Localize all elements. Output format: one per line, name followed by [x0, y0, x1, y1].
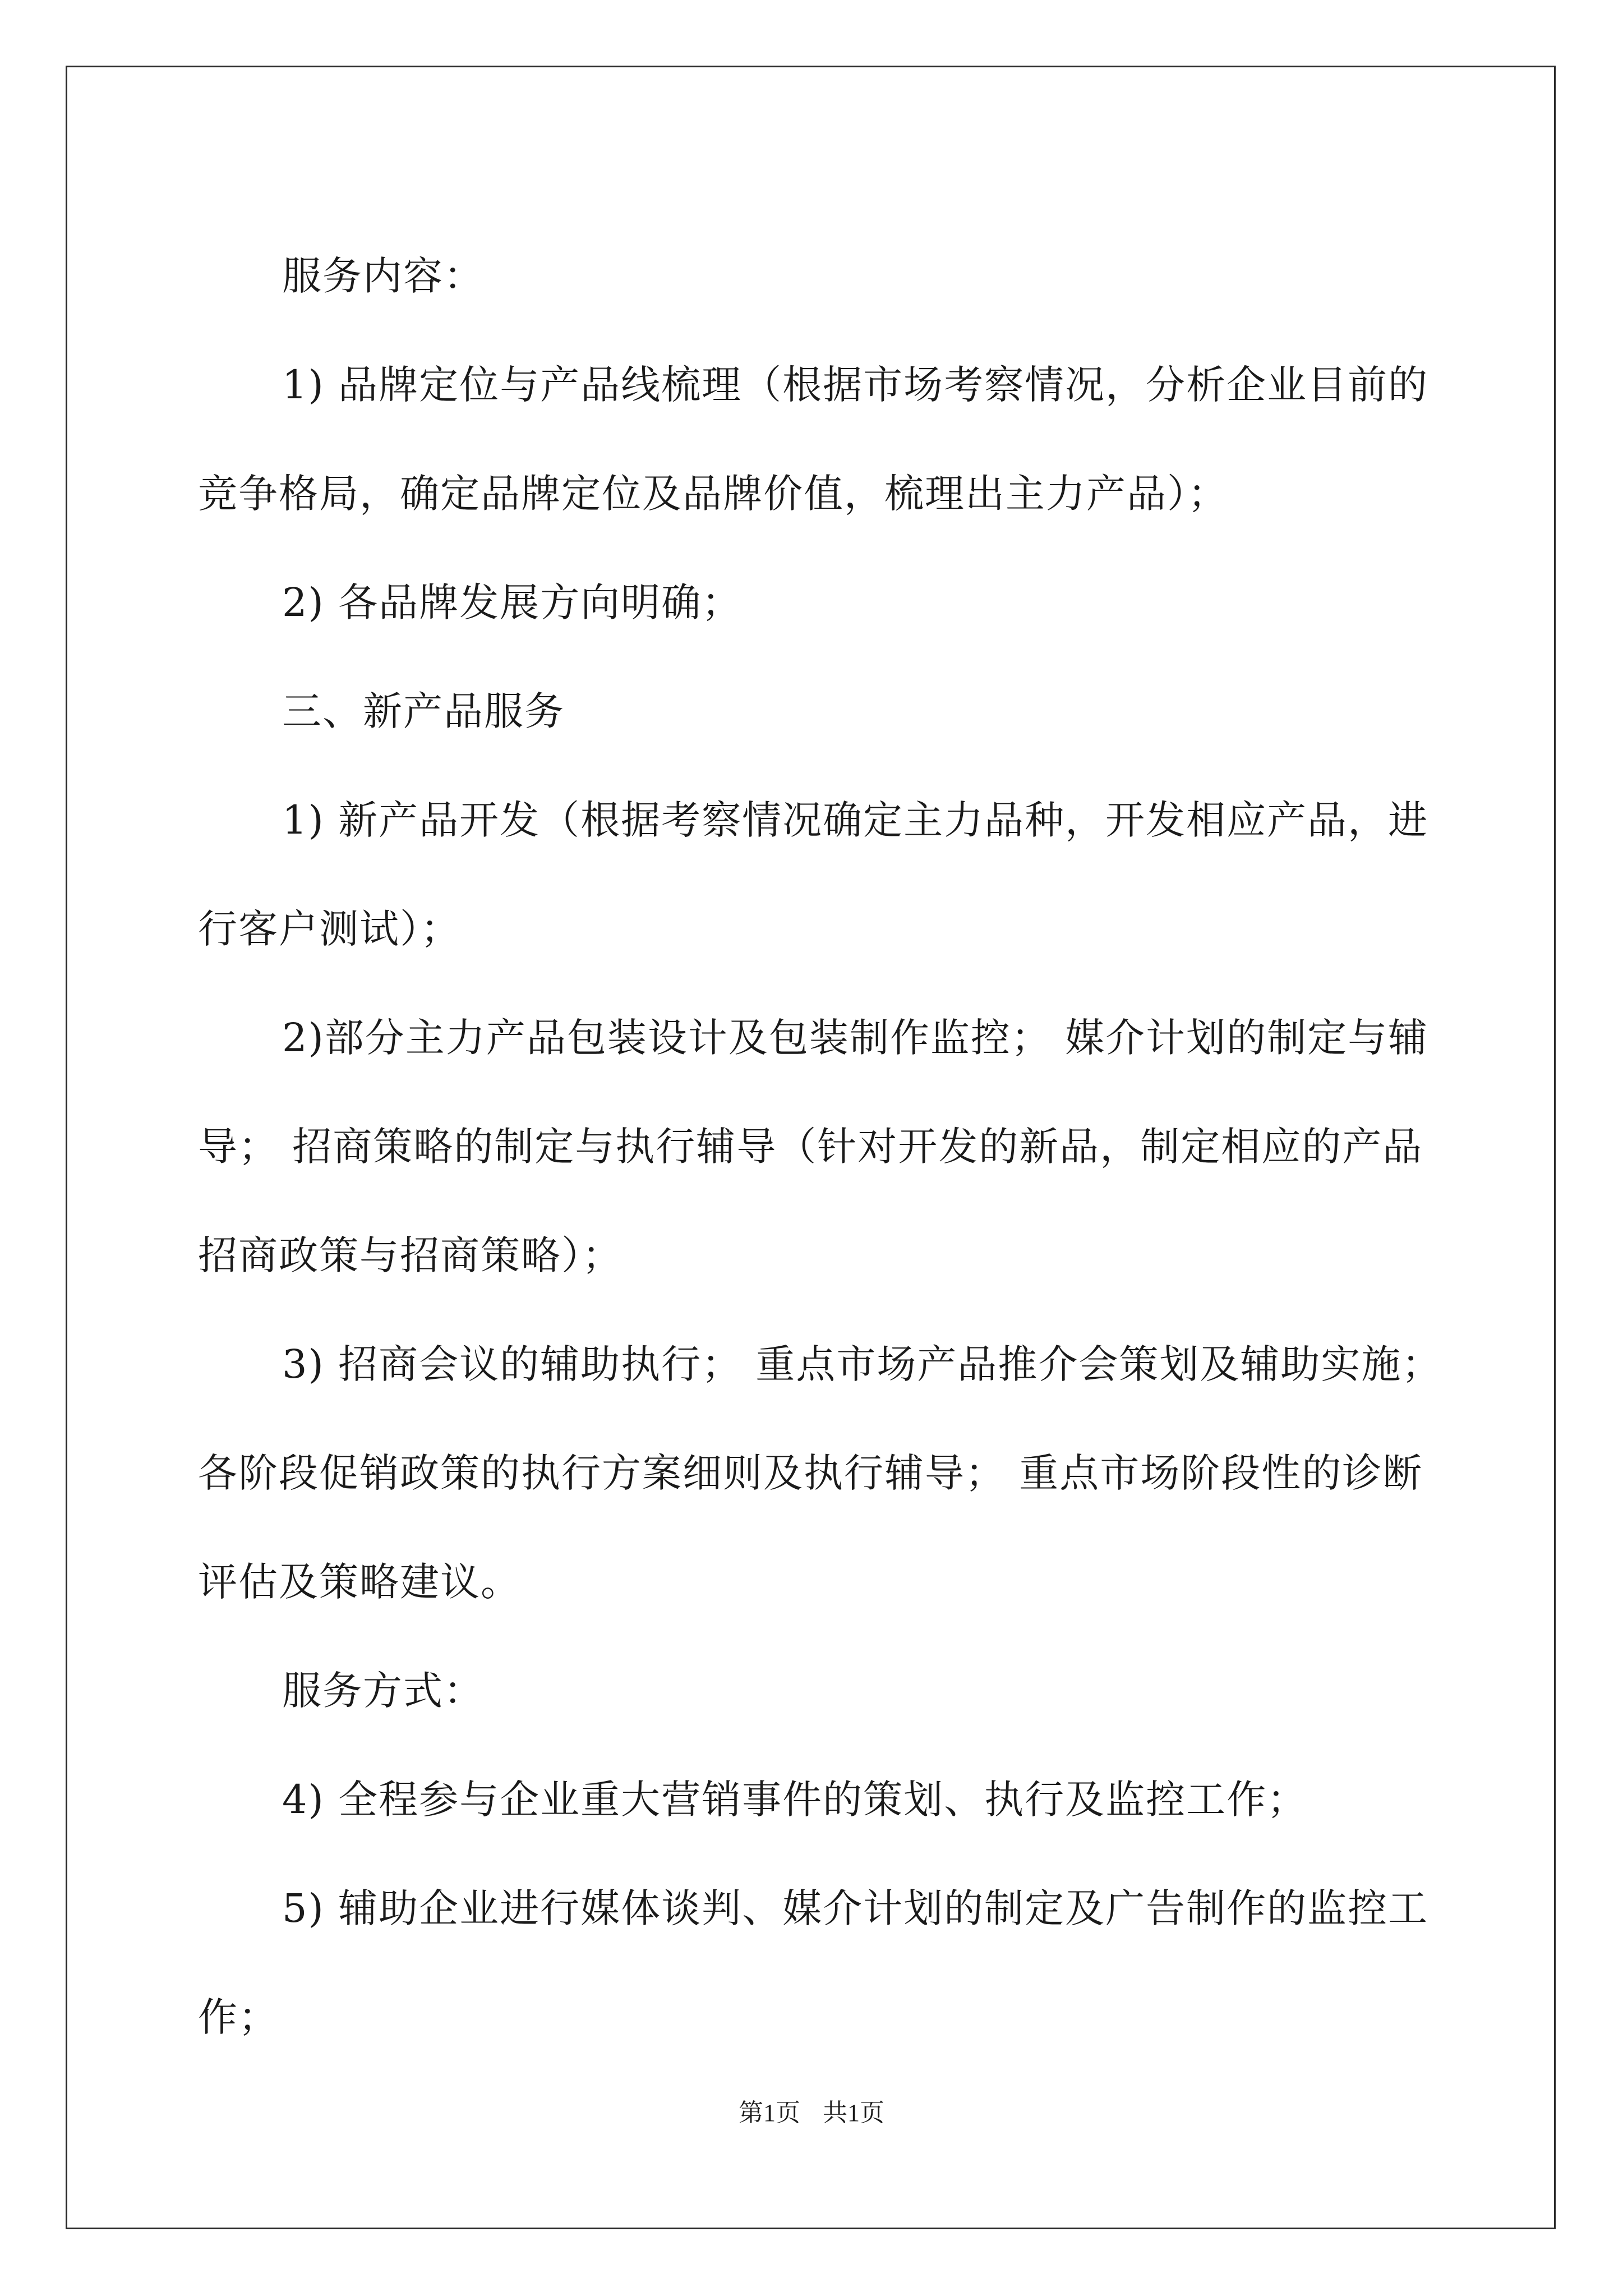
paragraph-marketing-events: 4) 全程参与企业重大营销事件的策划、执行及监控工作；	[282, 1777, 1308, 1823]
page-number: 第1页	[739, 2099, 800, 2127]
paragraph-packaging-media-investment: 2)部分主力产品包装设计及包装制作监控； 媒介计划的制定与辅导； 招商策略的制定与执行辅导（针对开发的新品，制定相应的产品招商政策与招商策略）；	[198, 1015, 1429, 1278]
paragraph-brand-positioning: 1) 品牌定位与产品线梳理（根据市场考察情况，分析企业目前的竞争格局，确定品牌定位及品牌价值，梳理出主力产品）；	[198, 362, 1429, 517]
paragraph-brand-direction: 2) 各品牌发展方向明确；	[282, 579, 743, 625]
paragraph-investment-meetings: 3) 招商会议的辅助执行； 重点市场产品推介会策划及辅助实施；各阶段促销政策的执行方案细则及执行辅导； 重点市场阶段性的诊断评估及策略建议。	[198, 1341, 1442, 1605]
page-footer	[0, 2092, 1623, 2128]
paragraph-media-negotiation: 5) 辅助企业进行媒体谈判、媒介计划的制定及广告制作的监控工作；	[198, 1885, 1429, 2040]
page-total: 共1页	[823, 2099, 884, 2127]
paragraph-service-content-heading: 服务内容：	[282, 253, 484, 299]
paragraph-service-method-heading: 服务方式：	[282, 1668, 484, 1714]
paragraph-new-product-development: 1) 新产品开发（根据考察情况确定主力品种，开发相应产品，进行客户测试）；	[198, 797, 1429, 952]
paragraph-section-new-product-heading: 三、新产品服务	[282, 688, 565, 734]
